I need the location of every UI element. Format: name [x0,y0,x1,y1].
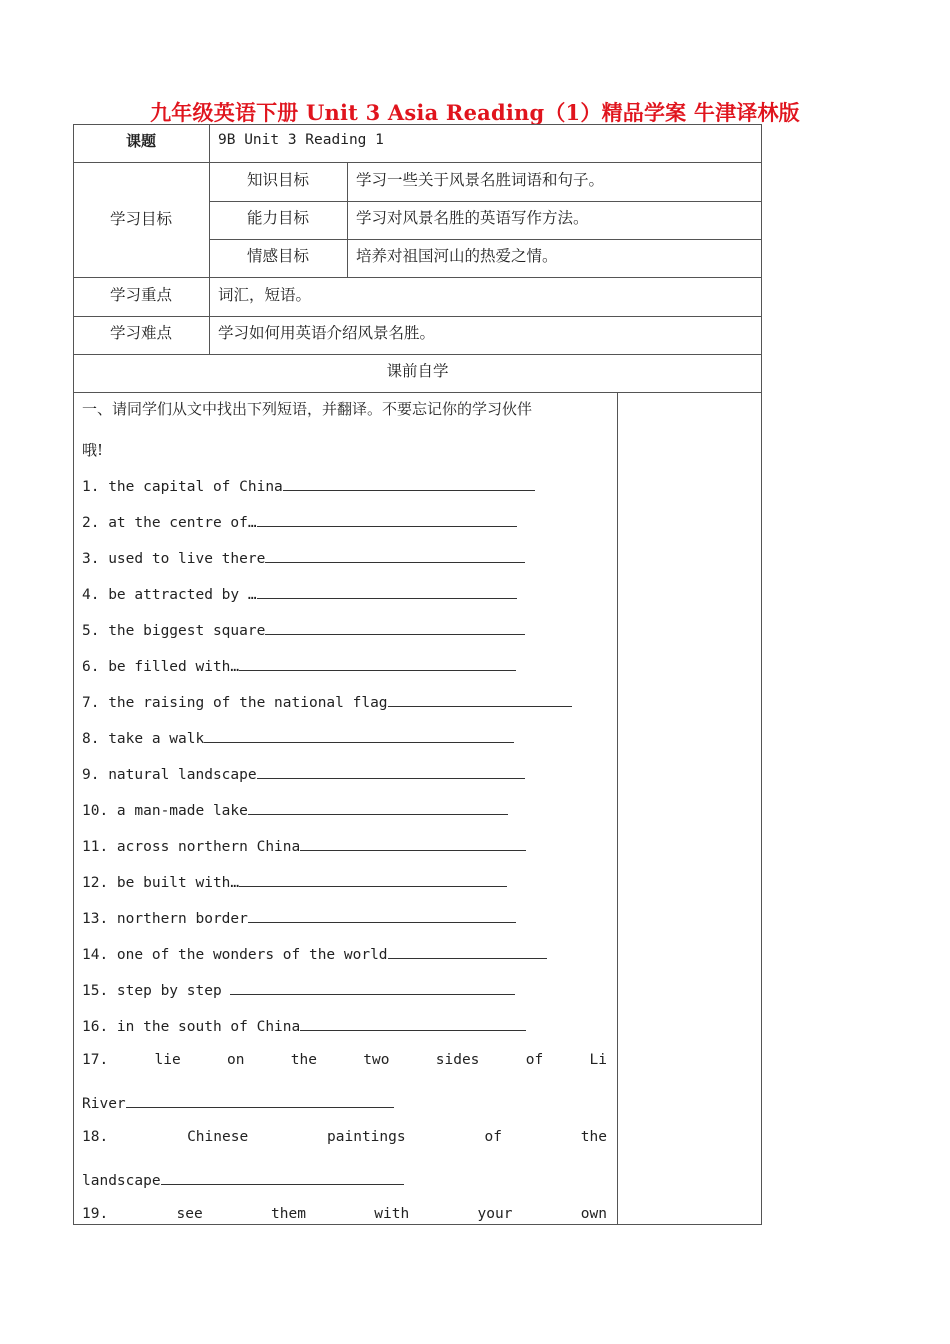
phrase-item: 15. step by step [82,980,515,999]
column-divider [209,124,210,354]
phrase-item: 10. a man-made lake [82,800,508,819]
document-title: 九年级英语下册 Unit 3 Asia Reading（1）精品学案 牛津译林版 [150,100,800,125]
phrase-item: 14. one of the wonders of the world [82,944,547,963]
exercise-instruction: 一、请同学们从文中找出下列短语，并翻译。不要忘记你的学习伙伴 [82,400,533,418]
phrase-item-18-cont: landscape [82,1170,404,1189]
phrase-item: 1. the capital of China [82,476,535,495]
phrase-item: 13. northern border [82,908,516,927]
goal-text-emotion: 培养对祖国河山的热爱之情。 [356,247,558,265]
phrase-item: 3. used to live there [82,548,525,567]
row-divider [73,354,762,355]
phrase-item: 9. natural landscape [82,764,525,783]
goal-text-knowledge: 学习一些关于风景名胜词语和句子。 [356,171,605,189]
exercise-instruction-cont: 哦! [82,441,104,459]
section-heading: 课前自学 [386,362,449,380]
goal-text-ability: 学习对风景名胜的英语写作方法。 [356,209,589,227]
phrase-item: 8. take a walk [82,728,514,747]
column-divider [347,162,348,277]
phrase-item-19: 19. see them with your own [82,1206,607,1222]
focus-text: 词汇，短语。 [218,286,312,304]
focus-label: 学习重点 [109,286,172,304]
phrase-item: 11. across northern China [82,836,526,855]
goal-label-knowledge: 知识目标 [246,171,309,189]
column-divider [617,392,618,1225]
row-divider [73,162,762,163]
phrase-item: 6. be filled with… [82,656,516,675]
row-divider [73,277,762,278]
phrase-item: 12. be built with… [82,872,507,891]
study-plan-table [73,124,762,1225]
phrase-item: 2. at the centre of… [82,512,517,531]
goal-label-ability: 能力目标 [246,209,309,227]
row-divider [73,392,762,393]
row-divider [209,201,762,202]
phrase-item-17-cont: River [82,1093,394,1112]
phrase-item: 16. in the south of China [82,1016,526,1035]
phrase-item-18: 18. Chinese paintings of the [82,1129,607,1145]
goal-label-emotion: 情感目标 [246,247,309,265]
row-divider [73,316,762,317]
phrase-item: 4. be attracted by … [82,584,517,603]
goals-label: 学习目标 [109,210,172,228]
topic-value: 9B Unit 3 Reading 1 [218,132,384,148]
difficulty-text: 学习如何用英语介绍风景名胜。 [218,324,436,342]
row-divider [209,239,762,240]
phrase-item: 5. the biggest square [82,620,525,639]
phrase-item: 7. the raising of the national flag [82,692,572,711]
phrase-item-17: 17. lie on the two sides of Li [82,1052,607,1068]
topic-label: 课题 [125,132,156,150]
difficulty-label: 学习难点 [109,324,172,342]
